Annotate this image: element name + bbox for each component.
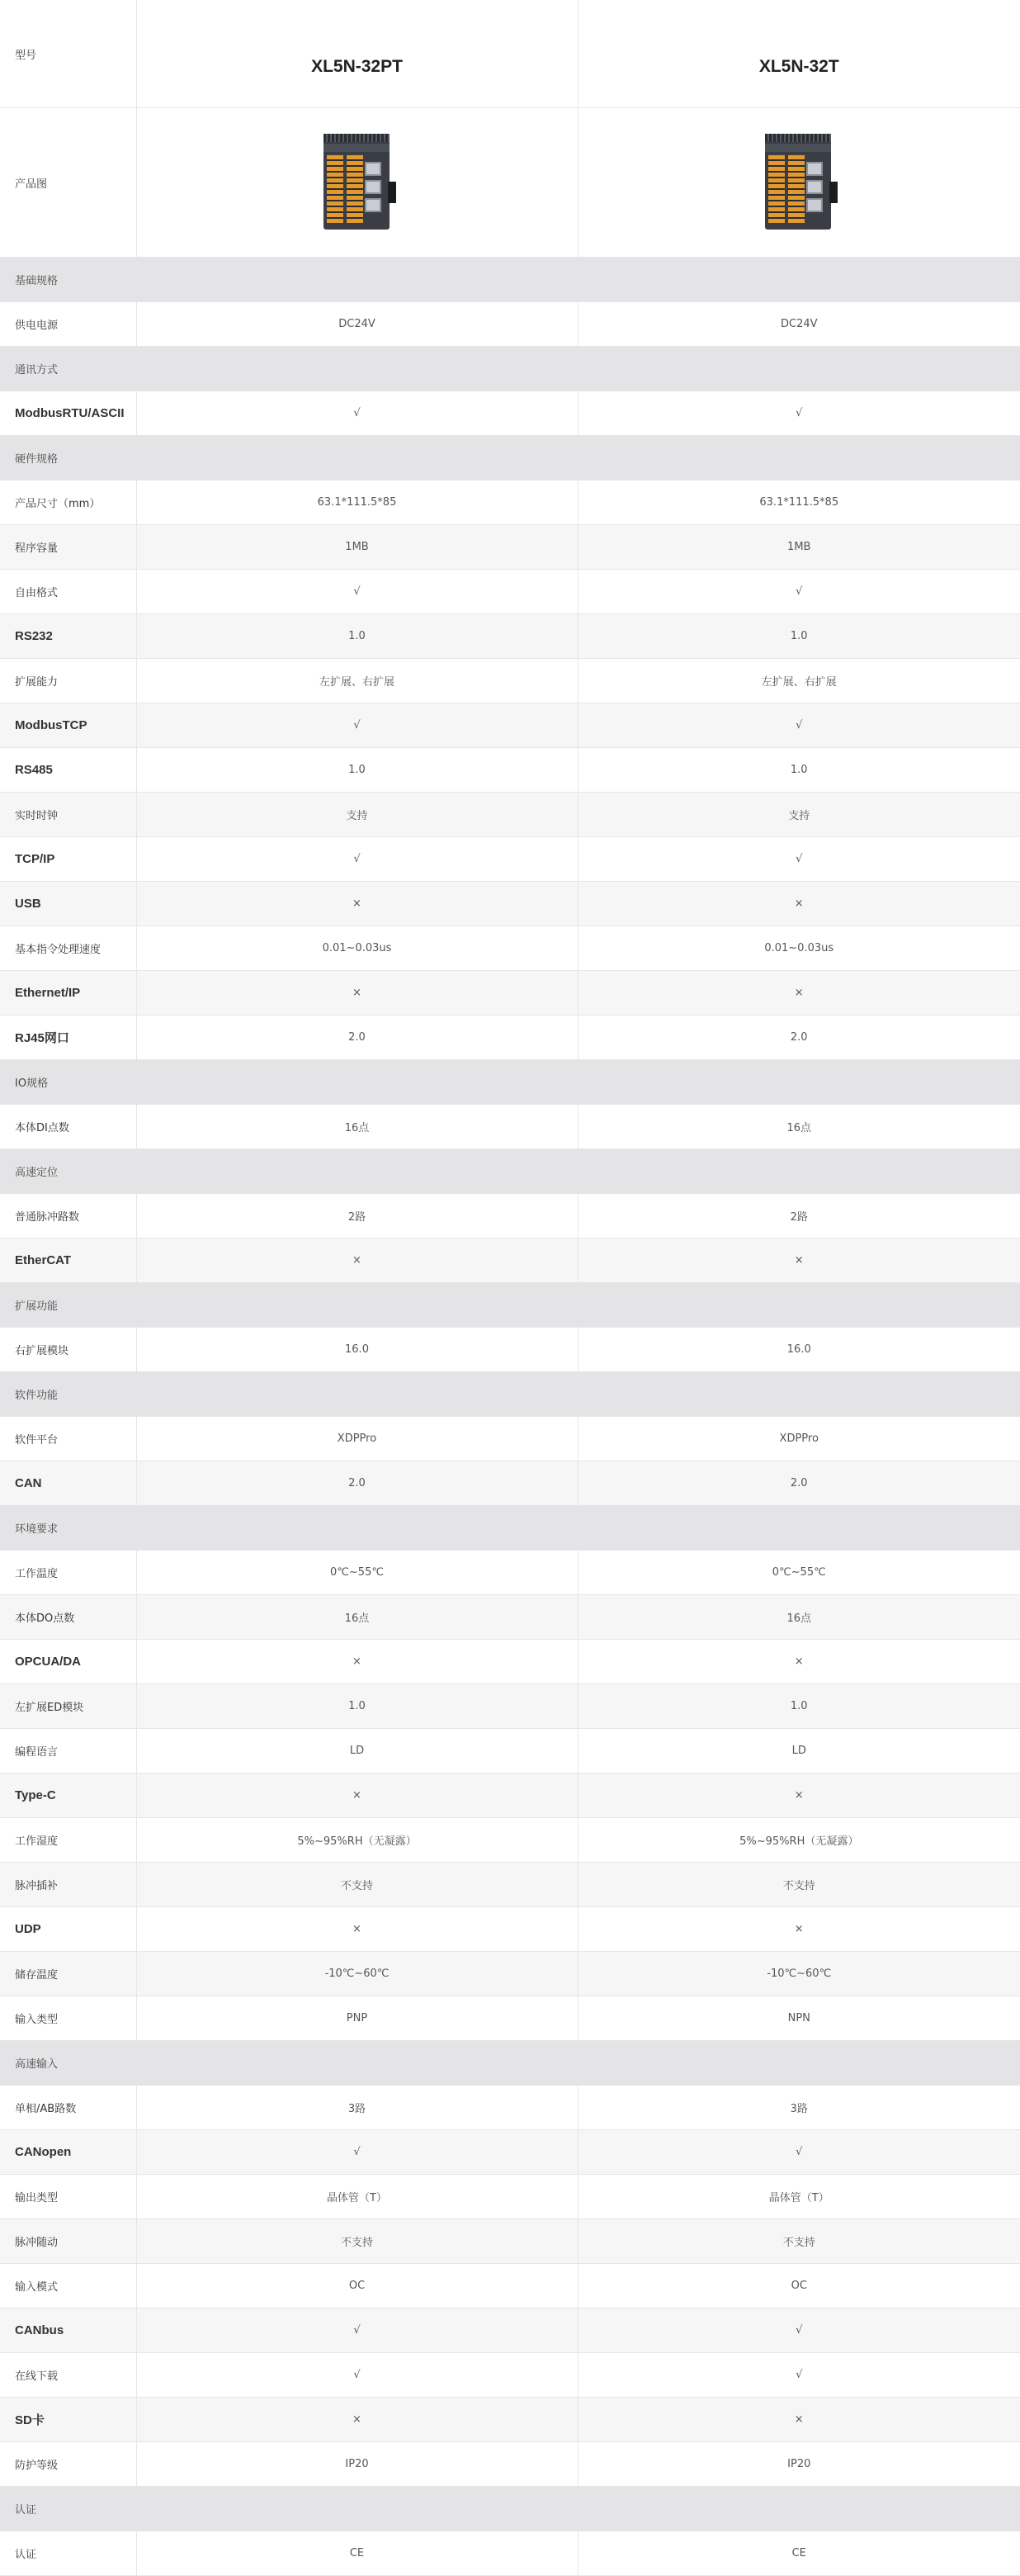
section-title: 基础规格 — [0, 258, 1020, 302]
section-title: 高速定位 — [0, 1149, 1020, 1194]
row-label: RS485 — [0, 748, 136, 793]
row-label: CANopen — [0, 2130, 136, 2175]
spec-row — [0, 1595, 1020, 1640]
row-label: 认证 — [0, 2531, 136, 2576]
spec-value: OC — [578, 2264, 1020, 2308]
spec-value: 左扩展、右扩展 — [578, 659, 1020, 703]
row-label: USB — [0, 882, 136, 926]
spec-value: DC24V — [578, 302, 1020, 347]
spec-value: 晶体管（T） — [136, 2175, 578, 2219]
spec-row — [0, 1016, 1020, 1060]
spec-value: 1.0 — [136, 614, 578, 659]
section-header-row — [0, 2041, 1020, 2086]
row-label: 普通脉冲路数 — [0, 1194, 136, 1238]
spec-value: √ — [578, 2353, 1020, 2398]
spec-row — [0, 1238, 1020, 1283]
spec-row — [0, 1773, 1020, 1818]
spec-value: × — [578, 1773, 1020, 1818]
spec-value: × — [136, 971, 578, 1016]
section-header-row — [0, 1506, 1020, 1551]
spec-value: √ — [136, 570, 578, 614]
spec-row — [0, 2264, 1020, 2308]
spec-row — [0, 2353, 1020, 2398]
plc-product-image — [760, 132, 838, 233]
spec-row — [0, 391, 1020, 436]
row-label: SD卡 — [0, 2398, 136, 2442]
section-title: 高速输入 — [0, 2041, 1020, 2086]
section-title: 扩展功能 — [0, 1283, 1020, 1328]
row-label: 型号 — [0, 0, 136, 108]
row-label: 程序容量 — [0, 525, 136, 570]
spec-row — [0, 971, 1020, 1016]
spec-value: 16.0 — [136, 1328, 578, 1372]
section-header-row — [0, 1060, 1020, 1105]
spec-value: √ — [578, 703, 1020, 748]
spec-value: √ — [578, 570, 1020, 614]
spec-row — [0, 2398, 1020, 2442]
spec-row — [0, 481, 1020, 525]
model-name: XL5N-32T — [578, 0, 1020, 108]
row-label: 储存温度 — [0, 1952, 136, 1996]
spec-value: 0℃~55℃ — [578, 1551, 1020, 1595]
spec-value: 16点 — [578, 1595, 1020, 1640]
spec-row — [0, 1328, 1020, 1372]
row-label: RS232 — [0, 614, 136, 659]
spec-value: 1.0 — [136, 748, 578, 793]
spec-row — [0, 1729, 1020, 1773]
spec-row — [0, 1105, 1020, 1149]
spec-row — [0, 1640, 1020, 1684]
spec-value: XDPPro — [136, 1417, 578, 1461]
section-title: 硬件规格 — [0, 436, 1020, 481]
spec-value: 3路 — [578, 2086, 1020, 2130]
spec-value: 0℃~55℃ — [136, 1551, 578, 1595]
spec-value: 3路 — [136, 2086, 578, 2130]
spec-value: 不支持 — [578, 2219, 1020, 2264]
row-label: ModbusRTU/ASCII — [0, 391, 136, 436]
spec-row — [0, 614, 1020, 659]
row-label: 脉冲随动 — [0, 2219, 136, 2264]
spec-row — [0, 1551, 1020, 1595]
row-label: 工作湿度 — [0, 1818, 136, 1863]
row-label: 编程语言 — [0, 1729, 136, 1773]
section-header-row — [0, 258, 1020, 302]
spec-value: × — [578, 1238, 1020, 1283]
row-label: 在线下载 — [0, 2353, 136, 2398]
model-header-row — [0, 0, 1020, 108]
spec-row — [0, 2442, 1020, 2487]
spec-value: √ — [136, 391, 578, 436]
row-label: 供电电源 — [0, 302, 136, 347]
spec-value: √ — [136, 703, 578, 748]
spec-value: 0.01~0.03us — [578, 926, 1020, 971]
row-label: 输入模式 — [0, 2264, 136, 2308]
spec-row — [0, 525, 1020, 570]
spec-value: 5%~95%RH（无凝露） — [136, 1818, 578, 1863]
spec-value: PNP — [136, 1996, 578, 2041]
spec-row — [0, 703, 1020, 748]
spec-value: 16点 — [136, 1105, 578, 1149]
spec-row — [0, 882, 1020, 926]
row-label: 脉冲插补 — [0, 1863, 136, 1907]
row-label: EtherCAT — [0, 1238, 136, 1283]
row-label: CANbus — [0, 2308, 136, 2353]
spec-value: √ — [136, 2130, 578, 2175]
spec-row — [0, 570, 1020, 614]
row-label: 工作温度 — [0, 1551, 136, 1595]
spec-value: 不支持 — [136, 2219, 578, 2264]
spec-value: × — [136, 1907, 578, 1952]
spec-value: 2.0 — [578, 1461, 1020, 1506]
spec-value: -10℃~60℃ — [578, 1952, 1020, 1996]
spec-value: 不支持 — [136, 1863, 578, 1907]
spec-value: 0.01~0.03us — [136, 926, 578, 971]
section-header-row — [0, 1372, 1020, 1417]
spec-value: 1MB — [578, 525, 1020, 570]
spec-value: × — [578, 2398, 1020, 2442]
spec-value: LD — [136, 1729, 578, 1773]
spec-value: NPN — [578, 1996, 1020, 2041]
spec-row — [0, 2175, 1020, 2219]
spec-row — [0, 748, 1020, 793]
row-label: 软件平台 — [0, 1417, 136, 1461]
spec-value: √ — [578, 2130, 1020, 2175]
model-name: XL5N-32PT — [136, 0, 578, 108]
spec-value: 左扩展、右扩展 — [136, 659, 578, 703]
section-title: 软件功能 — [0, 1372, 1020, 1417]
row-label: TCP/IP — [0, 837, 136, 882]
spec-value: 支持 — [578, 793, 1020, 837]
spec-value: 2.0 — [136, 1016, 578, 1060]
spec-value: 63.1*111.5*85 — [578, 481, 1020, 525]
spec-value: × — [136, 2398, 578, 2442]
row-label: 本体DI点数 — [0, 1105, 136, 1149]
spec-row — [0, 2531, 1020, 2576]
spec-row — [0, 2130, 1020, 2175]
section-header-row — [0, 1149, 1020, 1194]
plc-product-image — [319, 132, 396, 233]
row-label: 基本指令处理速度 — [0, 926, 136, 971]
spec-value: × — [578, 1640, 1020, 1684]
spec-value: 1.0 — [578, 614, 1020, 659]
spec-value: 16点 — [136, 1595, 578, 1640]
spec-row — [0, 1461, 1020, 1506]
section-title: 通讯方式 — [0, 347, 1020, 391]
spec-value: 63.1*111.5*85 — [136, 481, 578, 525]
spec-value: 晶体管（T） — [578, 2175, 1020, 2219]
spec-row — [0, 1863, 1020, 1907]
spec-value: OC — [136, 2264, 578, 2308]
row-label: UDP — [0, 1907, 136, 1952]
row-label: 单相/AB路数 — [0, 2086, 136, 2130]
product-image-row — [0, 108, 1020, 258]
spec-value: 16.0 — [578, 1328, 1020, 1372]
spec-value: × — [136, 882, 578, 926]
section-title: 环境要求 — [0, 1506, 1020, 1551]
row-label: 实时时钟 — [0, 793, 136, 837]
spec-row — [0, 2308, 1020, 2353]
spec-value: × — [578, 971, 1020, 1016]
spec-row — [0, 2219, 1020, 2264]
spec-value: 16点 — [578, 1105, 1020, 1149]
spec-row — [0, 1996, 1020, 2041]
spec-value: × — [136, 1640, 578, 1684]
row-label: RJ45网口 — [0, 1016, 136, 1060]
spec-value: CE — [136, 2531, 578, 2576]
spec-value: 1.0 — [578, 748, 1020, 793]
spec-row — [0, 302, 1020, 347]
row-label: 产品图 — [0, 108, 136, 258]
spec-value: 1.0 — [578, 1684, 1020, 1729]
section-header-row — [0, 2487, 1020, 2531]
spec-value: × — [136, 1773, 578, 1818]
spec-value: √ — [578, 2308, 1020, 2353]
spec-row — [0, 926, 1020, 971]
spec-value: × — [578, 882, 1020, 926]
spec-row — [0, 1417, 1020, 1461]
row-label: 右扩展模块 — [0, 1328, 136, 1372]
spec-value: IP20 — [136, 2442, 578, 2487]
row-label: CAN — [0, 1461, 136, 1506]
spec-value: 不支持 — [578, 1863, 1020, 1907]
spec-value: 支持 — [136, 793, 578, 837]
spec-value: 2路 — [136, 1194, 578, 1238]
spec-value: 5%~95%RH（无凝露） — [578, 1818, 1020, 1863]
row-label: 产品尺寸（mm） — [0, 481, 136, 525]
spec-value: 2路 — [578, 1194, 1020, 1238]
spec-value: 1MB — [136, 525, 578, 570]
spec-row — [0, 1907, 1020, 1952]
row-label: 防护等级 — [0, 2442, 136, 2487]
spec-value: × — [578, 1907, 1020, 1952]
spec-value: DC24V — [136, 302, 578, 347]
spec-value: 2.0 — [136, 1461, 578, 1506]
row-label: 左扩展ED模块 — [0, 1684, 136, 1729]
spec-value: √ — [578, 391, 1020, 436]
spec-row — [0, 1684, 1020, 1729]
spec-row — [0, 659, 1020, 703]
spec-value: LD — [578, 1729, 1020, 1773]
row-label: 输出类型 — [0, 2175, 136, 2219]
product-image-cell — [578, 108, 1020, 258]
spec-row — [0, 793, 1020, 837]
spec-value: √ — [136, 2308, 578, 2353]
spec-row — [0, 2086, 1020, 2130]
row-label: Ethernet/IP — [0, 971, 136, 1016]
section-title: 认证 — [0, 2487, 1020, 2531]
spec-row — [0, 1194, 1020, 1238]
row-label: ModbusTCP — [0, 703, 136, 748]
section-header-row — [0, 436, 1020, 481]
spec-value: 1.0 — [136, 1684, 578, 1729]
spec-value: XDPPro — [578, 1417, 1020, 1461]
spec-value: 2.0 — [578, 1016, 1020, 1060]
row-label: 输入类型 — [0, 1996, 136, 2041]
section-header-row — [0, 347, 1020, 391]
spec-row — [0, 1952, 1020, 1996]
spec-value: CE — [578, 2531, 1020, 2576]
row-label: 本体DO点数 — [0, 1595, 136, 1640]
spec-value: IP20 — [578, 2442, 1020, 2487]
spec-row — [0, 837, 1020, 882]
spec-value: √ — [136, 2353, 578, 2398]
row-label: 自由格式 — [0, 570, 136, 614]
spec-row — [0, 1818, 1020, 1863]
spec-value: -10℃~60℃ — [136, 1952, 578, 1996]
row-label: Type-C — [0, 1773, 136, 1818]
section-header-row — [0, 1283, 1020, 1328]
spec-value: √ — [136, 837, 578, 882]
product-image-cell — [136, 108, 578, 258]
spec-value: √ — [578, 837, 1020, 882]
row-label: 扩展能力 — [0, 659, 136, 703]
row-label: OPCUA/DA — [0, 1640, 136, 1684]
section-title: IO规格 — [0, 1060, 1020, 1105]
spec-value: × — [136, 1238, 578, 1283]
